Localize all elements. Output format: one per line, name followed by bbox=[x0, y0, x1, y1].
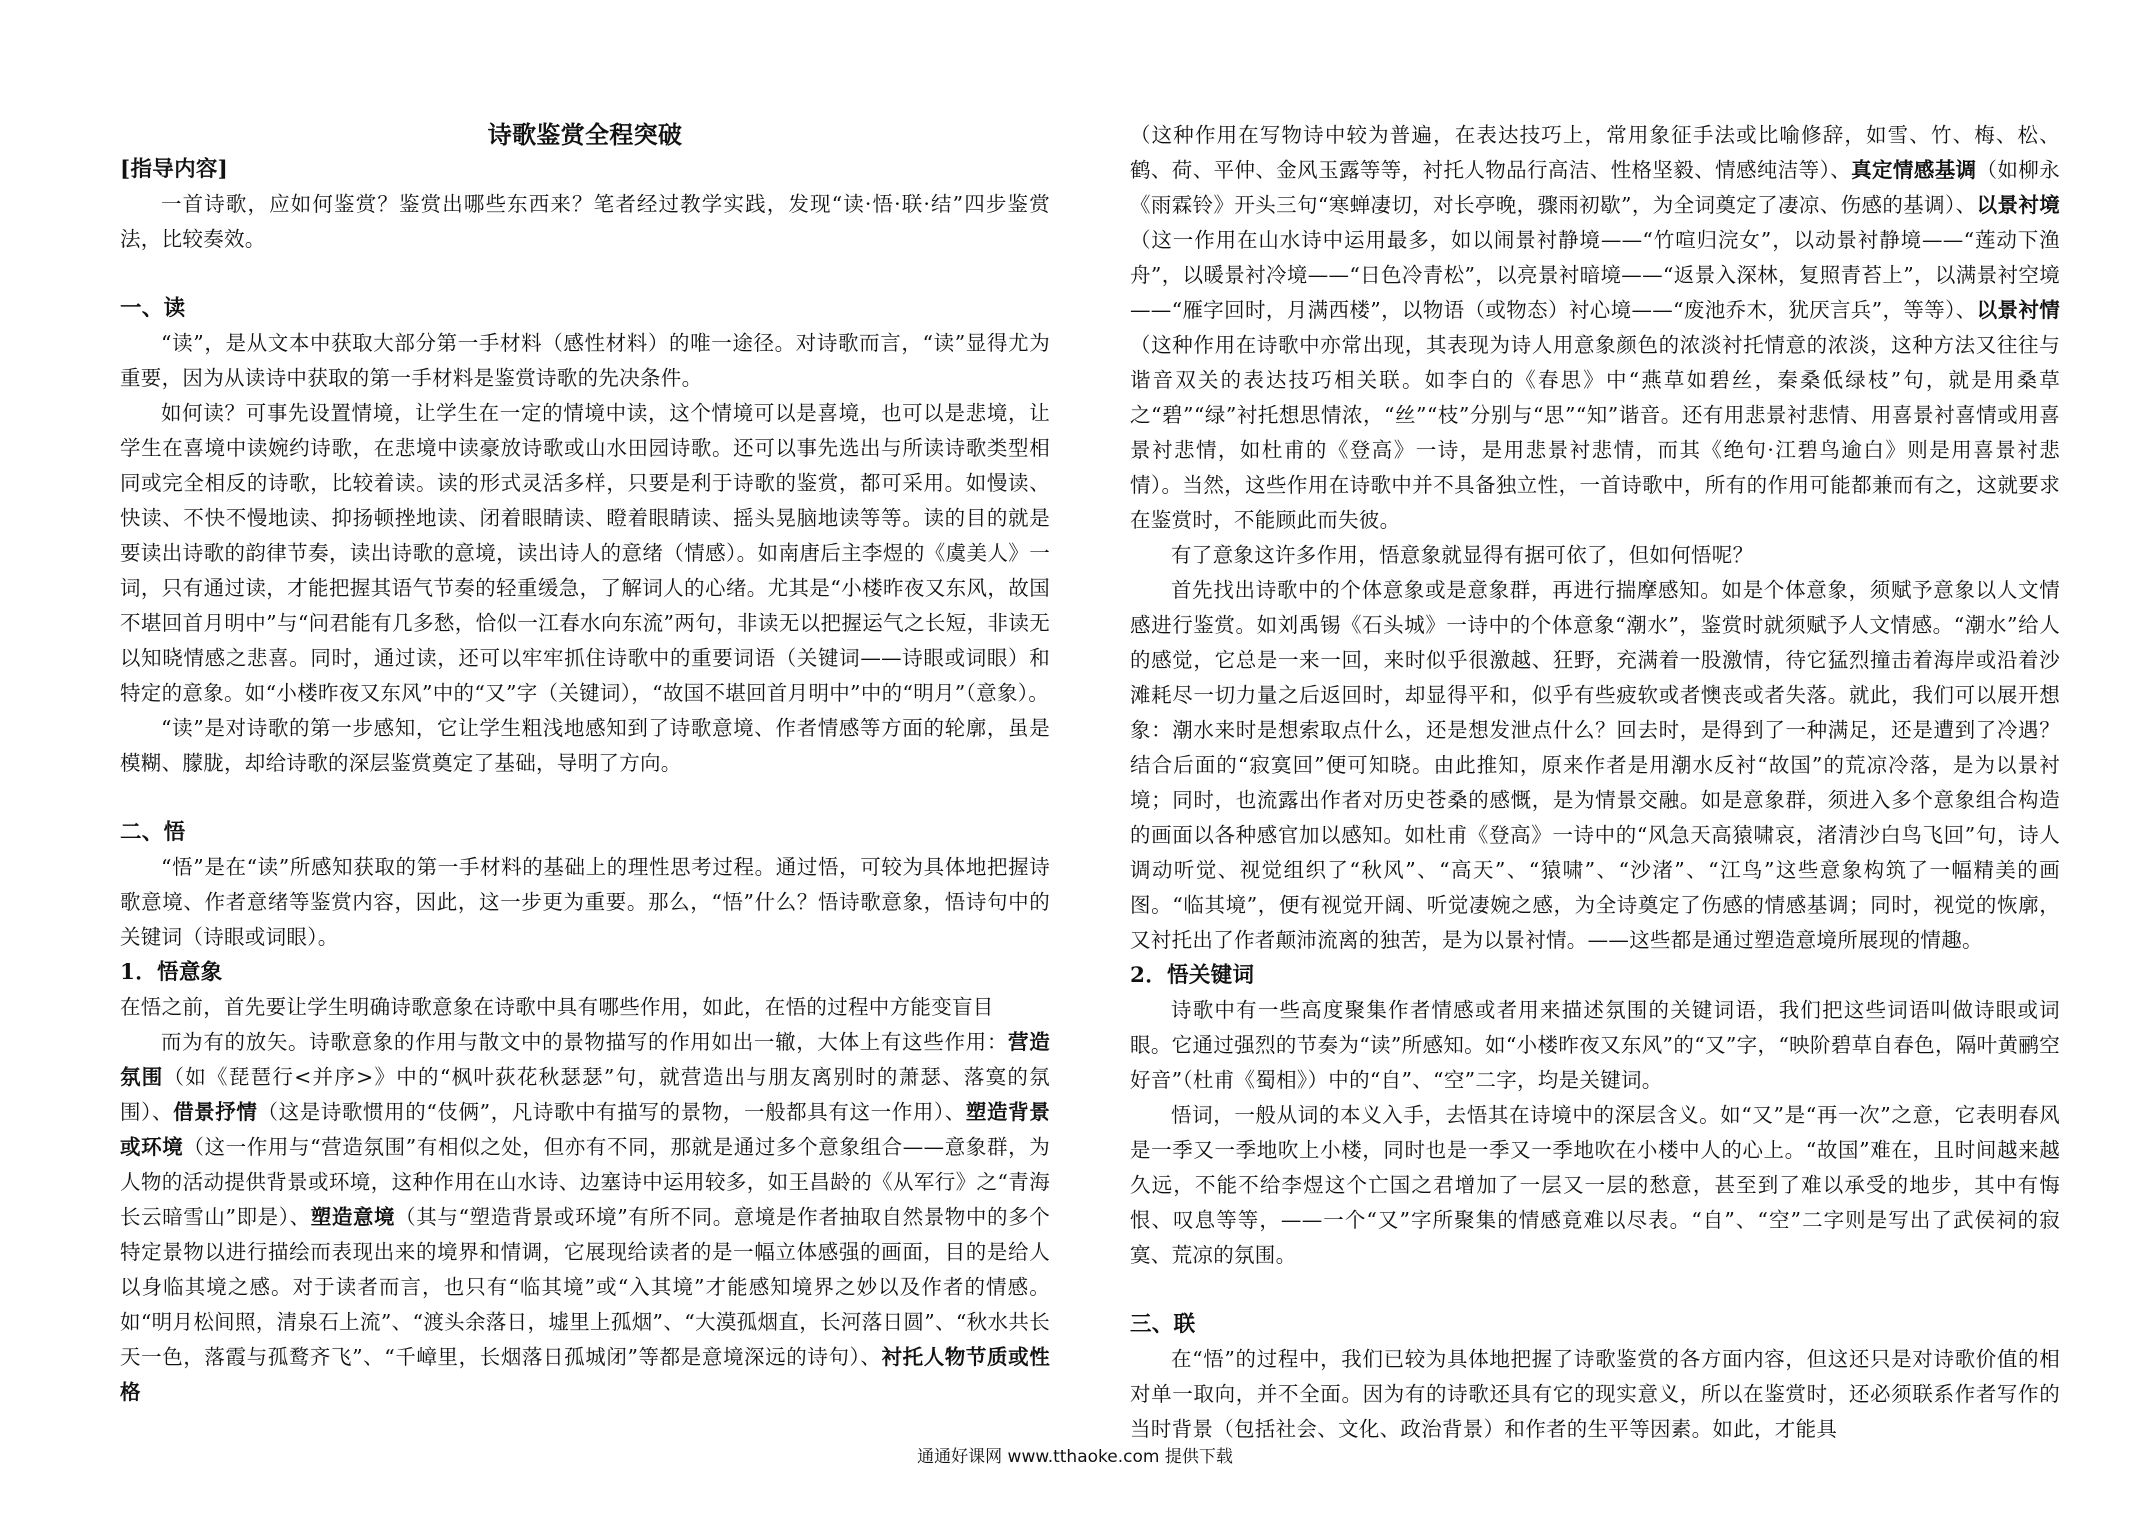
keywords-paragraph-1: 诗歌中有一些高度聚集作者情感或者用来描述氛围的关键词语，我们把这些词语叫做诗眼或词眼。它通过强烈的节奏为“读”所感知。如“小楼昨夜又东风”的“又”字，“映阶碧草自春色，隔叶黄鹂空好音”（杜甫《蜀相》）中的“自”、“空”二字，均是关键词。 bbox=[1130, 998, 2060, 1092]
function-keyword: 借景抒情 bbox=[173, 1100, 258, 1124]
section-heading-comprehend: 二、悟 bbox=[120, 820, 186, 845]
read-paragraph-1: “读”，是从文本中获取大部分第一手材料（感性材料）的唯一途径。对诗歌而言，“读”显得尤为重要，因为从读诗中获取的第一手材料是鉴赏诗歌的先决条件。 bbox=[120, 331, 1050, 390]
function-keyword: 塑造意境 bbox=[310, 1205, 396, 1229]
left-column bbox=[120, 118, 1050, 1410]
connect-paragraph-1: 在“悟”的过程中，我们已较为具体地把握了诗歌鉴赏的各方面内容，但这还只是对诗歌价值的相对单一取向，并不全面。因为有的诗歌还具有它的现实意义，所以在鉴赏时，还必须联系作者写作的当时背景（包括社会、文化、政治背景）和作者的生平等因素。如此，才能具 bbox=[1130, 1347, 2060, 1441]
function-text: （这是诗歌惯用的“伎俩”，凡诗歌中有描写的景物，一般都具有这一作用）、 bbox=[257, 1100, 966, 1124]
imagery-functions-lead: 而为有的放矢。诗歌意象的作用与散文中的景物描写的作用如出一辙，大体上有这些作用： bbox=[161, 1030, 1009, 1054]
imagery-paragraph-3: 有了意象这许多作用，悟意象就显得有据可依了，但如何悟呢？ bbox=[1171, 543, 1754, 567]
imagery-paragraph-1: 在悟之前，首先要让学生明确诗歌意象在诗歌中具有哪些作用，如此，在悟的过程中方能变盲目 bbox=[120, 995, 994, 1019]
imagery-paragraph-4: 首先找出诗歌中的个体意象或是意象群，再进行揣摩感知。如是个体意象，须赋予意象以人文情感进行鉴赏。如刘禹锡《石头城》一诗中的个体意象“潮水”，鉴赏时就须赋予人文情感。“潮水”给人的感觉，它总是一来一回，来时似乎很激越、狂野，充满着一股激情，待它猛烈撞击着海岸或沿着沙滩耗尽一切力量之后返回时，却显得平和，似乎有些疲软或者懊丧或者失落。就此，我们可以展开想象：潮水来时是想索取点什么，还是想发泄点什么？回去时，是得到了一种满足，还是遭到了冷遇？结合后面的“寂寞回”便可知晓。由此推知，原来作者是用潮水反衬“故国”的荒凉冷落，是为以景衬境；同时，也流露出作者对历史苍桑的感慨，是为情景交融。如是意象群，须进入多个意象组合构造的画面以各种感官加以感知。如杜甫《登高》一诗中的“风急天高猿啸哀，渚清沙白鸟飞回”句，诗人调动听觉、视觉组织了“秋风”、“高天”、“猿啸”、“沙渚”、“江鸟”这些意象构筑了一幅精美的画图。“临其境”，便有视觉开阔、听觉凄婉之感，为全诗奠定了伤感的情感基调；同时，视觉的恢廓，又衬托出了作者颠沛流离的独苦，是为以景衬情。——这些都是通过塑造意境所展现的情趣。 bbox=[1130, 578, 2060, 952]
section-heading-read: 一、读 bbox=[120, 296, 186, 321]
intro-paragraph: 一首诗歌，应如何鉴赏？鉴赏出哪些东西来？笔者经过教学实践，发现“读·悟·联·结”四步鉴赏法，比较奏效。 bbox=[120, 192, 1050, 251]
document-title: 诗歌鉴赏全程突破 bbox=[487, 120, 683, 149]
function-keyword: 衬托人物节质或性格 bbox=[120, 1345, 1050, 1404]
comprehend-paragraph-1: “悟”是在“读”所感知获取的第一手材料的基础上的理性思考过程。通过悟，可较为具体地把握诗歌意境、作者意绪等鉴赏内容，因此，这一步更为重要。那么，“悟”什么？悟诗歌意象，悟诗句中的关键词（诗眼或词眼）。 bbox=[120, 855, 1050, 949]
function-keyword: 营造氛围 bbox=[120, 1030, 1050, 1089]
read-paragraph-3: “读”是对诗歌的第一步感知，它让学生粗浅地感知到了诗歌意境、作者情感等方面的轮廓，虽是模糊、朦胧，却给诗歌的深层鉴赏奠定了基础，导明了方向。 bbox=[120, 716, 1050, 775]
guide-heading: [指导内容] bbox=[120, 157, 229, 182]
function-text: （这一作用在山水诗中运用最多，如以闹景衬静境——“竹喧归浣女”，以动景衬静境——“莲动下渔舟”，以暖景衬冷境——“日色冷青松”，以亮景衬暗境——“返景入深林，复照青苔上”，以满景衬空境——“雁字回时，月满西楼”，以物语（或物态）衬心境——“废池乔木，犹厌言兵”，等等）、 bbox=[1130, 228, 2060, 322]
imagery-functions-continued bbox=[1130, 118, 2060, 538]
read-paragraph-2: 如何读？可事先设置情境，让学生在一定的情境中读，这个情境可以是喜境，也可以是悲境，让学生在喜境中读婉约诗歌，在悲境中读豪放诗歌或山水田园诗歌。还可以事先选出与所读诗歌类型相同或完全相反的诗歌，比较着读。读的形式灵活多样，只要是利于诗歌的鉴赏，都可采用。如慢读、快读、不快不慢地读、抑扬顿挫地读、闭着眼睛读、瞪着眼睛读、摇头晃脑地读等等。读的目的就是要读出诗歌的韵律节奏，读出诗歌的意境，读出诗人的意绪（情感）。如南唐后主李煜的《虞美人》一词，只有通过读，才能把握其语气节奏的轻重缓急，了解词人的心绪。尤其是“小楼昨夜又东风，故国不堪回首月明中”与“问君能有几多愁，恰似一江春水向东流”两句，非读无以把握运气之长短，非读无以知晓情感之悲喜。同时，通过读，还可以牢牢抓住诗歌中的重要词语（关键词——诗眼或词眼）和特定的意象。如“小楼昨夜又东风”中的“又”字（关键词），“故国不堪回首月明中”中的“明月”（意象）。 bbox=[120, 401, 1050, 705]
function-text: （这种作用在写物诗中较为普遍，在表达技巧上，常用象征手法或比喻修辞，如雪、竹、梅、松、鹤、荷、平仲、金风玉露等等，衬托人物品行高洁、性格坚毅、情感纯洁等）、 bbox=[1130, 123, 2060, 182]
function-keyword: 塑造背景或环境 bbox=[120, 1100, 1051, 1159]
function-keyword: 以景衬情 bbox=[1976, 298, 2060, 322]
right-column bbox=[1130, 118, 2060, 1447]
function-text: （其与“塑造背景或环境”有所不同。意境是作者抽取自然景物中的多个特定景物以进行描绘而表现出来的境界和情调，它展现给读者的是一幅立体感强的画面，目的是给人以身临其境之感。对于读者而言，也只有“临其境”或“入其境”才能感知境界之妙以及作者的情感。如“明月松间照，清泉石上流”、“渡头余落日，墟里上孤烟”、“大漠孤烟直，长河落日圆”、“秋水共长天一色，落霞与孤鹜齐飞”、“千嶂里，长烟落日孤城闭”等都是意境深远的诗句）、 bbox=[120, 1205, 1050, 1369]
subsection-heading-imagery: 1．悟意象 bbox=[120, 960, 223, 985]
section-heading-connect: 三、联 bbox=[1130, 1312, 1196, 1337]
page-footer: 通通好课网 www.tthaoke.com 提供下载 bbox=[917, 1447, 1233, 1467]
function-text: （如《琵琶行<并序>》中的“枫叶荻花秋瑟瑟”句，就营造出与朋友离别时的萧瑟、落寞的氛围）、 bbox=[120, 1065, 1050, 1124]
subsection-heading-keywords: 2．悟关键词 bbox=[1130, 963, 1255, 988]
function-keyword: 以景衬境 bbox=[1976, 193, 2060, 217]
imagery-functions-paragraph bbox=[120, 1025, 1050, 1410]
function-text: （如柳永《雨霖铃》开头三句“寒蝉凄切，对长亭晚，骤雨初歇”，为全词奠定了凄凉、伤感的基调）、 bbox=[1130, 158, 2061, 217]
function-text: （这种作用在诗歌中亦常出现，其表现为诗人用意象颜色的浓淡衬托情意的浓淡，这种方法又往往与谐音双关的表达技巧相关联。如李白的《春思》中“燕草如碧丝，秦桑低绿枝”句，就是用桑草之“碧”“绿”衬托想思情浓，“丝”“枝”分别与“思”“知”谐音。还有用悲景衬悲情、用喜景衬喜情或用喜景衬悲情，如杜甫的《登高》一诗，是用悲景衬悲情，而其《绝句·江碧鸟逾白》则是用喜景衬悲情）。当然，这些作用在诗歌中并不具备独立性，一首诗歌中，所有的作用可能都兼而有之，这就要求在鉴赏时，不能顾此而失彼。 bbox=[1130, 333, 2060, 532]
keywords-paragraph-2: 悟词，一般从词的本义入手，去悟其在诗境中的深层含义。如“又”是“再一次”之意，它表明春风是一季又一季地吹上小楼，同时也是一季又一季地吹在小楼中人的心上。“故国”难在，且时间越来越久远，不能不给李煜这个亡国之君增加了一层又一层的愁意，甚至到了难以承受的地步，其中有悔恨、叹息等等，——一个“又”字所聚集的情感竟难以尽表。“自”、“空”二字则是写出了武侯祠的寂寞、荒凉的氛围。 bbox=[1130, 1103, 2060, 1267]
function-keyword: 真定情感基调 bbox=[1851, 158, 1977, 182]
function-text: （这一作用与“营造氛围”有相似之处，但亦有不同，那就是通过多个意象组合——意象群，为人物的活动提供背景或环境，这种作用在山水诗、边塞诗中运用较多，如王昌龄的《从军行》之“青海长云暗雪山”即是）、 bbox=[120, 1135, 1051, 1229]
